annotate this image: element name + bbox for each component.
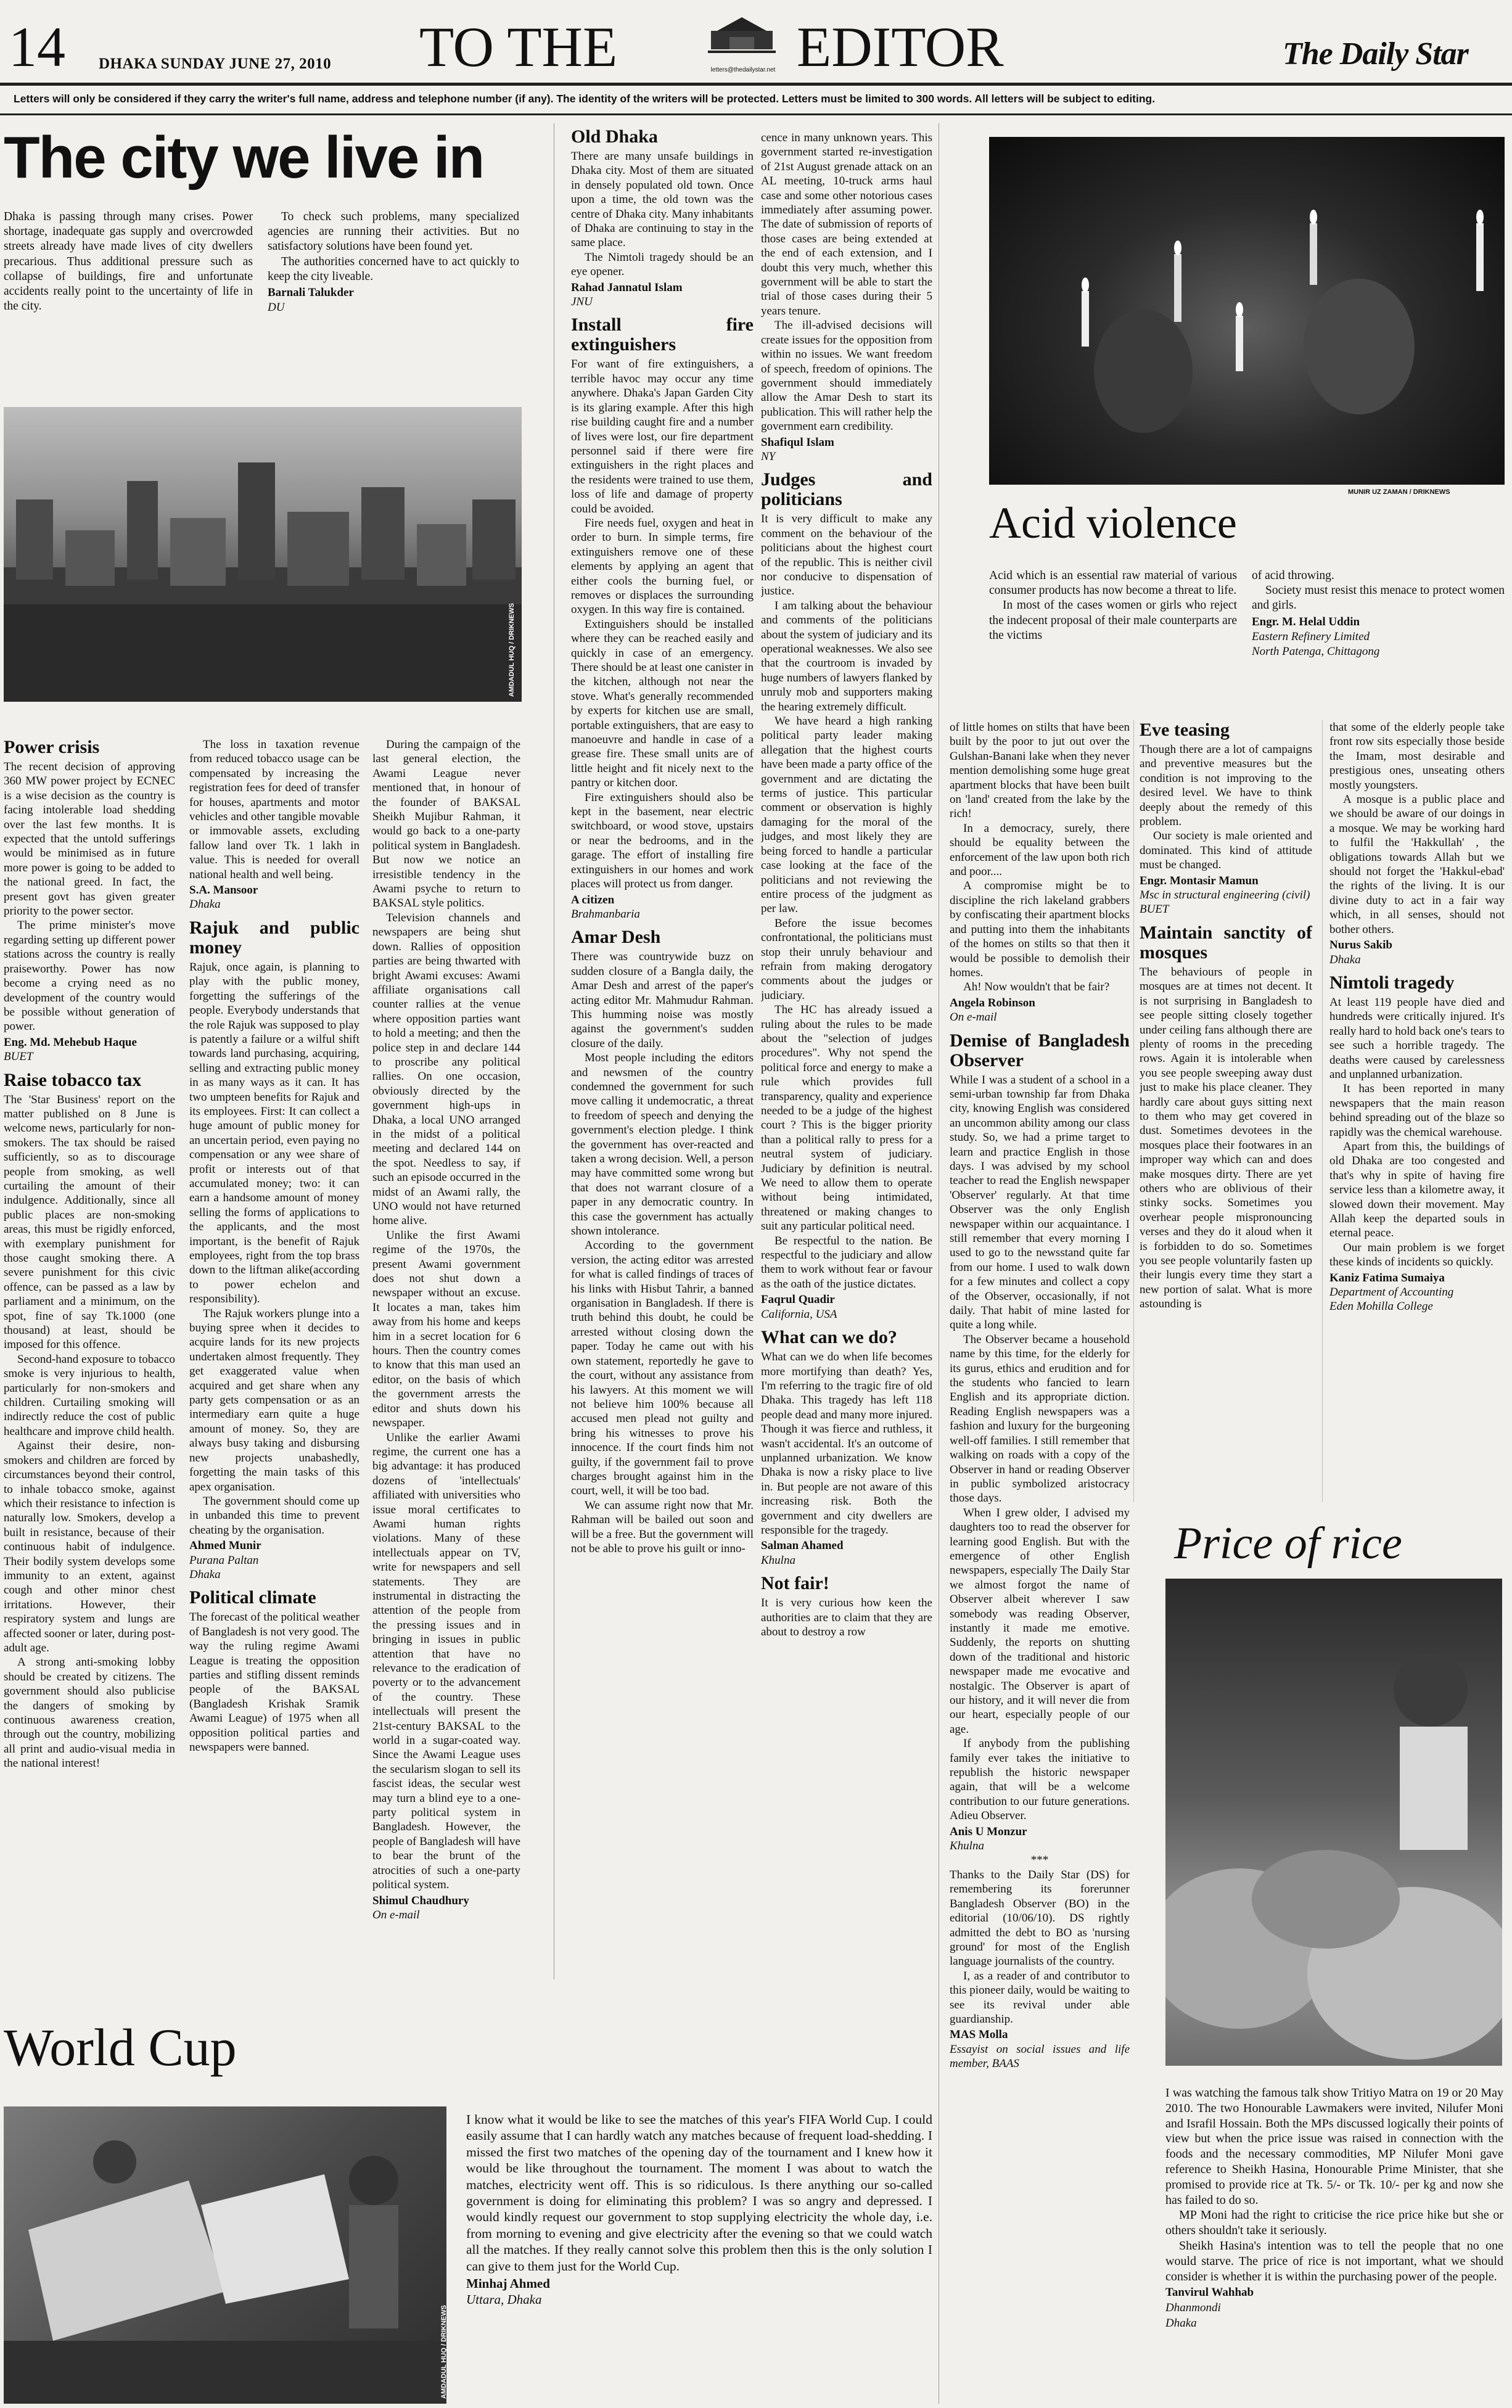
banani-location: On e-mail — [950, 1011, 997, 1024]
fire-location: Brahmanbaria — [571, 907, 640, 921]
rajuk-p2: The Rajuk workers plunge into a buying spree when it decides to acquire lands for its new projects undertaken almost frequently. They get exaggerated value when acquired and get share when any party gets compensation or as an intermediary earn quite a huge amount of money. So, they are always busy taking and disbursing new projects unabashedly, forgetting the main tasks of this apex organisation. — [189, 1307, 360, 1494]
old-dhaka-body: There are many unsafe buildings in Dhaka city. Most of them are situated in densely populated old town. Once upon a time, the old town was the centre of Dhaka city. Many inhabitants of Dhaka are continuing to stay in the same place. — [571, 150, 754, 250]
tobacco-p4: A strong anti-smoking lobby should be created by citizens. The government should also publicise the dangers of smoking by continuous awareness creation, through out the country, mobilizing all print and audio-visual media in the national interest! — [4, 1656, 175, 1770]
fire-p4: Fire extinguishers should also be kept in the basement, near electric switchboard, or wood stove, upstairs or near the bedrooms, and in the garage. The effort of installing fire extinguishers in our homes and work places will protect us from danger. — [571, 791, 754, 891]
observer-p3: When I grew older, I advised my daughters too to read the observer for learning good English. But with the emergence of other English newspapers, especially The Daily Star we almost forgot the name of Observer albeit wherever I saw somebody was reading Observer, instantly it made me emotive. Suddenly, the reports on shutting down of the traditional and historic newspaper made me evocative and nostalgic. The Observer is apart of our history, and it will never die from our heart, especially people of our age. — [950, 1506, 1130, 1736]
acid-body-4: Society must resist this menace to protect women and girls. — [1252, 584, 1505, 612]
old-dhaka-author: Rahad Jannatul Islam — [571, 281, 683, 294]
rice-sacks-icon — [1165, 1579, 1502, 2066]
world-cup-text — [466, 2111, 932, 2402]
tax-cont-author: S.A. Mansoor — [189, 884, 258, 897]
second-column — [189, 738, 360, 1983]
amar-desh-p1: There was countrywide buzz on sudden closure of a Bangla daily, the Amar Desh and arrest of the paper's acting editor Mr. Mahmudur Rahman. This humming noise was mostly against the government's sudden closure of the daily. — [571, 950, 754, 1050]
observer-author: Anis U Monzur — [950, 1825, 1027, 1838]
section-title-left: TO THE — [419, 15, 618, 78]
judges-title: Judges and politicians — [761, 469, 932, 510]
acid-body-2: In most of the cases women or girls who reject the indecent proposal of their male counterparts are the victims — [989, 599, 1237, 642]
observer-p4: If anybody from the publishing family ever takes the initiative to republish the historic newspaper again, that will be a welcome contribution to our future generations. Adieu Observer. — [950, 1737, 1130, 1823]
mosques-p2: that some of the elderly people take front row sits especially those beside the Imam, most desirable and prestigious ones, unseating others mostly youngsters. — [1329, 721, 1505, 792]
page-number: 14 — [9, 15, 65, 78]
amar-desh-location: NY — [761, 450, 776, 463]
mosques-location: Dhaka — [1329, 953, 1361, 966]
rajuk-title: Rajuk and public money — [189, 917, 360, 958]
judges-p5: The HC has already issued a ruling about the rules to be made about the "selection of judges procedures". Why not spend the political force and energy to make a rule which provides full transparency, quality and experience needed to be a judge of the highest court ? This is the bigger priority than a political rally to press for a neutral system of judiciary. Judiciary by definition is neutral. We need to allow them to operate without being intimidated, threatened or making changes to suit any particular political need. — [761, 1003, 932, 1233]
acid-col-1 — [989, 569, 1237, 673]
acid-vigil-photo — [989, 137, 1505, 485]
power-p2: The prime minister's move regarding setting up different power stations across the country is really praiseworthy. Power has now become a crying need as no development of the country would be possible without generation of power. — [4, 919, 175, 1033]
dateline: DHAKA SUNDAY JUNE 27, 2010 — [99, 55, 332, 72]
observer-p1: While I was a student of a school in a semi-urban township far from Dhaka city, knowing English was considered an uncommon ability among our class study. So, we had a prime target to learn and practice English in those days. I was advised by my school teacher to read the English newspaper 'Observer' regularly. At that time Observer was the only English newspaper within our acquaintance. I still remember that every morning I used to go to the newsstand quite far from our home. I used to walk down for a few minutes and collect a copy of the Observer, occasionally, if not daily. That habit of mine lasted for quite a long while. — [950, 1073, 1130, 1332]
power-author: Eng. Md. Mehebub Haque — [4, 1035, 137, 1049]
sixth-column — [950, 720, 1130, 2398]
observer-author-2: MAS Molla — [950, 2028, 1008, 2042]
rajuk-p3: The government should come up in unbanded this time to prevent cheating by the organisation. — [189, 1494, 360, 1537]
political-p5: Unlike the earlier Awami regime, the current one has a big advantage: it has produced dozens of 'intellectuals' affiliated with universities who issue moral certificates to Awami human rights violations. Many of these intellectuals appear on TV, write for newspapers and sell statements. They are instrumental in distracting the attention of the people from the pressing issues and in bringing in issues in public attention that have no relevance to the eradication of poverty or to the advancement of the country. These intellectuals will present the 21st-century BAKSAL to the world in a sugar-coated way. Since the Awami League uses the secularism slogan to sell its fascist ideas, the secular west may turn a blind eye to a one-party political system in Bangladesh. However, the people of Bangladesh will have to bear the brunt of the atrocities of such a one-party political system. — [372, 1431, 520, 1892]
acid-author: Engr. M. Helal Uddin — [1252, 615, 1360, 628]
old-dhaka-location: JNU — [571, 295, 593, 309]
fire-author: A citizen — [571, 893, 615, 906]
world-cup-headline: World Cup — [4, 2018, 237, 2077]
masthead-emblem — [696, 12, 788, 68]
rice-vendor-photo — [1165, 1579, 1502, 2066]
city-location: DU — [268, 301, 285, 314]
acid-location: North Patenga, Chittagong — [1252, 645, 1380, 659]
rice-text — [1165, 2085, 1503, 2400]
observer-stars: *** — [1030, 1854, 1049, 1867]
eighth-column — [1329, 720, 1505, 1502]
emblem-icon — [696, 12, 788, 68]
power-title: Power crisis — [4, 738, 100, 757]
tobacco-p1: The 'Star Business' report on the matter published on 8 June is welcome news, particularly for non-smokers. The tax should be raised sufficiently, so as to discourage people from smoking, as well curtailing the amount of their indulgence. Additionally, since all public places are non-smoking areas, this must be rigidly enforced, with exemplary punishment for those caught smoking there. A severe punishment for this civic offence, can be passed as a law by parliament and a minimum, on the spot, fine of say Tk.1000 (one thousand) at least, should be imposed for this offence. — [4, 1093, 175, 1352]
paper-name: The Daily Star — [1283, 36, 1468, 72]
what-can-we-do-location: Khulna — [761, 1553, 795, 1567]
judges-author: Faqrul Quadir — [761, 1293, 835, 1307]
observer-p6: I, as a reader of and contributor to this pioneer daily, would be waiting to see its revival under able guardianship. — [950, 1969, 1130, 2026]
rice-location: Dhaka — [1165, 2316, 1197, 2330]
political-p2: During the campaign of the last general election, the Awami League never mentioned that, in honour of the founder of BAKSAL Sheikh Mujibur Rahman, it would go back to a one-party political system in Bangladesh. But now we notice an irresistible tendency in the Awami psyche to return to BAKSAL style politics. — [372, 738, 520, 910]
mosques-author: Nurus Sakib — [1329, 939, 1392, 952]
judges-p3: We have heard a high ranking political party leader making allegation that the highest courts have been made a party office of the government and are dictating the terms of justice. This particular comment or observation is highly damaging for the moral of the judges, and most likely they are being forced to handle a particular case looking at the face of the politicians and not reviewing the entire process of the judgment as per law. — [761, 715, 932, 916]
rice-p1: I was watching the famous talk show Tritiyo Matra on 19 or 20 May 2010. The two Honourable Lawmakers were invited, Nilufer Moni and Israfil Hossain. Both the MPs discussed logically their points of view but when the price issue was raised in connection with the foods and the necessary commodities, MP Nilufer Moni gave reference to Sheikh Hasina, Honourable Prime Minister, that she promised to provide rice at Tk. 5/- or Tk. 10/- per kg and now she has failed to do so. — [1165, 2086, 1503, 2207]
city-headline: The city we live in — [4, 125, 484, 191]
letters-notice: Letters will only be considered if they carry the writer's full name, address and telephone number (if any). The identity of the writers will be protected. Letters must be limited to 300 words. All letters will be subject to editing. — [14, 92, 1156, 105]
judges-p2: I am talking about the behaviour and comments of the politicians about the system of judiciary and its operational weaknesses. We also see that the courtroom is invaded by huge numbers of lawyers flanked by unruly mob and supporters making the hearing extremely difficult. — [761, 599, 932, 713]
amar-desh-p4: We can assume right now that Mr. Rahman will be bailed out soon and will be a free. But the government will not be able to prove his guilt or inno- — [571, 1498, 754, 1555]
third-column — [372, 738, 520, 1983]
city-skyline-photo — [4, 407, 522, 702]
seventh-column — [1140, 720, 1312, 1502]
amar-desh-title: Amar Desh — [571, 927, 661, 948]
nimtoli-p3: Apart from this, the buildings of old Dhaka are too congested and that's why in spite of having fire service less than a kilometre away, it slowed down their movement. May Allah keep the departed souls in eternal peace. — [1329, 1140, 1505, 1240]
banani-p2: In a democracy, surely, there should be equality between the enforcement of the law upon both rich and poor.... — [950, 821, 1130, 879]
fire-p2: Fire needs fuel, oxygen and heat in order to burn. In simple terms, fire extinguishers remove one of these elements by applying an agent that either cools the burning fuel, or removes or displaces the surrounding oxygen. In this way fire is contained. — [571, 516, 754, 617]
observer-p2: The Observer became a household name by this time, for the elderly for its gurus, ethics and erudition and for the students who fancied to learn English and its appropriate diction. Reading English newspapers was a fashion and luxury for the burgeoning well-off families. I still remember that walking on roads with a copy of the Observer in hand or reading Observer in public symbolized aristocracy those days. — [950, 1333, 1130, 1505]
world-cup-author: Minhaj Ahmed — [466, 2276, 550, 2291]
city-photo-credit: AMDADUL HUQ / DRIKNEWS — [508, 603, 516, 697]
nimtoli-p4: Our main problem is we forget these kinds of incidents so quickly. — [1329, 1241, 1505, 1269]
political-p1: The forecast of the political weather of Bangladesh is not very good. The way the ruling regime Awami League is treating the opposition parties and stifling dissent reminds people of the BAKSAL (Bangladesh Krishak Sramik Awami League) of 1975 when all opposition political parties and newspapers were banned. — [189, 1611, 360, 1754]
fire-p3: Extinguishers should be installed where they can be reached easily and quickly in case of an emergency. There should be at least one canister in the kitchen, although not near the stove. What's generally recommended by experts for kitchen use are small, portable extinguishers, that are easy to manoeuvre and handle in case of a grease fire. These small units are of little height and fit nicely next to the pantry or kitchen door. — [571, 617, 754, 790]
rajuk-author: Ahmed Munir — [189, 1539, 261, 1553]
judges-p4: Before the issue becomes confrontational, the politicians must stop their unruly behaviour and refrain from making derogatory comments about the judges or judiciary. — [761, 916, 932, 1002]
city-body-1: Dhaka is passing through many crises. Power shortage, inadequate gas supply and overcrowded streets already have made lives of city dwellers precarious. Thus additional pressure such as collapse of buildings, fire and unfortunate accidents really point to the uncertainty of life in the city. — [4, 210, 253, 313]
city-col-1 — [4, 210, 253, 342]
city-author: Barnali Talukder — [268, 286, 354, 300]
eve-teasing-p1: Though there are a lot of campaigns and preventive measures but the condition is not improving to the desired level. We have to think deeply about the remedy of this problem. — [1140, 743, 1312, 829]
rajuk-p1: Rajuk, once again, is planning to play with the public money, forgetting the sufferings of the people. Everybody understands that the role Rajuk was supposed to play is patently a failure or a wilful shift towards land purchasing, acquiring, selling and extracting public money in as many ways as it can. It has two umpteen benefits for Rajuk and its employees. First: It can collect a huge amount of public money for an uncertain period, even paying no compensation or any wee share of profit or interests out of that accumulated money; two: it can earn a handsome amount of money selling the forms of applications to the applicants, and the most important, is the benefit of Rajuk employees, right from the top brass down to the liftman alike(according to power echelon and responsibility). — [189, 960, 360, 1306]
power-p1: The recent decision of approving 360 MW power project by ECNEC is a wise decision as the country is facing intolerable load shedding over the last few months. It is expected that the untold sufferings would be minimised as in future more power is going to be added to the national greed. In fact, the present govt has given greater priority to the power sector. — [4, 760, 175, 918]
rice-affil: Dhanmondi — [1165, 2301, 1221, 2315]
eve-teasing-p2: Our society is male oriented and dominated. This kind of attitude must be changed. — [1140, 829, 1312, 872]
candles-icon — [989, 137, 1505, 485]
eve-teasing-author: Engr. Montasir Mamun — [1140, 874, 1259, 887]
nimtoli-p1: At least 119 people have died and hundreds were critically injured. It's really hard to hold back one's tears to see such a horrible tragedy. The deaths were caused by carelessness and unplanned urbanization. — [1329, 995, 1505, 1081]
city-body-2: To check such problems, many specialized agencies are running their activities. But no satisfactory solutions have been found yet. — [268, 210, 519, 253]
rice-p2: MP Moni had the right to criticise the rice price hike but she or others shouldn't take it seriously. — [1165, 2208, 1503, 2238]
what-can-we-do-author: Salman Ahamed — [761, 1539, 844, 1553]
banani-p4: Ah! Now wouldn't that be fair? — [963, 980, 1110, 994]
what-can-we-do-title: What can we do? — [761, 1327, 897, 1348]
acid-affil: Eastern Refinery Limited — [1252, 630, 1370, 643]
political-title: Political climate — [189, 1587, 316, 1608]
political-author: Shimul Chaudhury — [372, 1894, 469, 1907]
nimtoli-title: Nimtoli tragedy — [1329, 972, 1455, 993]
acid-photo-credit: MUNIR UZ ZAMAN / DRIKNEWS — [1348, 488, 1450, 496]
acid-col-2 — [1252, 569, 1505, 673]
judges-p1: It is very difficult to make any comment on the behaviour of the politicians about the highest court of the republic. This is neither civil nor conducive to dispensation of justice. — [761, 512, 932, 598]
fire-p1: For want of fire extinguishers, a terrible havoc may occur any time anywhere. Dhaka's Japan Garden City is its glaring example. After this high rise building caught fire and a number of lives were lost, our fire department personnel said if there were fire extinguishers in the right places and the residents were trained to use them, loss of life and damage of property could be avoided. — [571, 358, 754, 516]
eve-teasing-title: Eve teasing — [1140, 720, 1230, 740]
political-p3: Television channels and newspapers are being shut down. Rallies of opposition parties are being thwarted with bright Awami excuses: Awami affiliate organisations call counter rallies at the venue where opposition parties want to hold a meeting; and then the police step in and declare 144 to proscribe any political rallies. On one occasion, obviously directed by the government high-ups in Dhaka, a local UNO arranged in the midst of a political meeting and declared 144 on the spot. Needless to say, if such an episode occurred in the midst of an Awami rally, the UNO would not have returned home alive. — [372, 911, 520, 1228]
tobacco-title: Raise tobacco tax — [4, 1069, 142, 1090]
nimtoli-author: Kaniz Fatima Sumaiya — [1329, 1271, 1445, 1284]
market-stall-icon — [4, 2106, 446, 2404]
nimtoli-affil: Department of Accounting — [1329, 1286, 1454, 1299]
mosques-p3: A mosque is a public place and we should be aware of our doings in a mosque. We may be working hard to fulfil the 'Hakkullah' , the obligations towards Allah but we should not forget the 'Hakkul-ebad' the rights of the living. It is our divine duty to act in a fair way which, in all senses, should not bother others. — [1329, 793, 1505, 936]
tobacco-p2: Second-hand exposure to tobacco smoke is very injurious to health, particularly for non-smokers and children. Curtailing smoking will indirectly reduce the cost of public healthcare and improve child health. — [4, 1352, 175, 1438]
observer-title: Demise of Bangladesh Observer — [950, 1030, 1130, 1070]
tax-cont-location: Dhaka — [189, 898, 221, 911]
fifth-column — [761, 131, 932, 1983]
judges-location: California, USA — [761, 1307, 837, 1321]
eve-teasing-location: BUET — [1140, 903, 1169, 916]
fourth-column — [571, 127, 754, 1983]
eve-teasing-affil: Msc in structural engineering (civil) — [1140, 889, 1310, 902]
what-can-we-do-body: What can we do when life becomes more mortifying than death? Yes, I'm referring to the tragic fire of old Dhaka. This tragedy has left 118 people dead and many more injured. Though it was fierce and ruthless, it wasn't accidental. It's an outcome of unplanned urbanization. We know Dhaka is now a risky place to live in. But people are not aware of this increasing risk. Both the government and city dwellers are responsible for the tragedy. — [761, 1350, 932, 1537]
nimtoli-p2: It has been reported in many newspapers that the main reason behind spreading out of the blaze so rapidly was the chemical warehouse. — [1329, 1082, 1505, 1139]
political-p4: Unlike the first Awami regime of the 1970s, the present Awami government does not shut down a newspaper without an excuse. It locates a man, takes him away from his home and keeps him in a secret location for 6 hours. Then the country comes to know that this man used an editor, on the basis of which the government arrests the editor and shuts down his newspaper. — [372, 1228, 520, 1430]
amar-desh-cont-p2: The ill-advised decisions will create issues for the opposition from within no issues. We want freedom of speech, freedom of opinions. The government should immediately allow the Amar Desh to start its publication. This will rather help the government earn credibility. — [761, 319, 932, 434]
power-location: BUET — [4, 1050, 33, 1064]
rice-p3: Sheikh Hasina's intention was to tell the people that no one would starve. The price of rice is not important, what we should consider is whether it is within the purchasing power of the people. — [1165, 2238, 1503, 2283]
city-body-3: The authorities concerned have to act quickly to keep the city liveable. — [268, 255, 519, 283]
skyline-icon — [4, 407, 522, 702]
banani-author: Angela Robinson — [950, 996, 1035, 1009]
not-fair-body: It is very curious how keen the authorities are to claim that they are about to destroy a row — [761, 1596, 932, 1638]
rice-headline: Price of rice — [1174, 1518, 1402, 1569]
observer-p5: Thanks to the Daily Star (DS) for remembering its forerunner Bangladesh Observer (BO) in the editorial (10/06/10). DS rightly admitted the debt to BO as 'nursing ground' for most of the English language journalists of the country. — [950, 1868, 1130, 1968]
acid-body-3: of acid throwing. — [1252, 569, 1334, 582]
rajuk-affil: Purana Paltan — [189, 1553, 259, 1567]
observer-location-2: Essayist on social issues and life member, BAAS — [950, 2042, 1130, 2071]
tax-cont-p1: The loss in taxation revenue from reduced tobacco usage can be compensated by increasing the registration fees for deed of transfer for houses, apartments and motor vehicles and other tangible movable or immovable assets, excluding fallow land over Tk. 1 lakh in value. This is needed for overall national health and well being. — [189, 738, 360, 881]
city-col-2 — [268, 210, 519, 342]
amar-desh-author: Shafiqul Islam — [761, 435, 834, 449]
amar-desh-p2: Most people including the editors and newsmen of the country condemned the government for such move calling it undemocratic, a threat to freedom of speech and denying the government's election pledge. I think the government has over-reacted and taken a wrong decision. Well, a person may have committed some wrong but that does not warrant closure of a paper in any democratic country. In this case the government has actually shown intolerance. — [571, 1051, 754, 1238]
judges-p6: Be respectful to the nation. Be respectful to the judiciary and allow them to work without fear or favour as the oath of the justice dictates. — [761, 1234, 932, 1291]
left-column — [4, 738, 175, 1983]
world-cup-photo-credit: AMDADUL HUQ / DRIKNEWS — [440, 2305, 448, 2399]
nimtoli-location: Eden Mohilla College — [1329, 1300, 1433, 1313]
fire-title: Install fire extinguishers — [571, 314, 754, 355]
old-dhaka-title: Old Dhaka — [571, 127, 658, 147]
rajuk-location: Dhaka — [189, 1568, 221, 1581]
observer-location: Khulna — [950, 1839, 984, 1853]
mosques-title: Maintain sanctity of mosques — [1140, 922, 1312, 963]
tobacco-p3: Against their desire, non-smokers and children are forced by circumstances beyond their control, to inhale tobacco smoke, against which their resistance to infection is naturally low. Smokers, develop a built in resistance, because of their continuous habit of indulgence. Their bodily system develops some immunity to an extent, against cough and other minor chest irritations. However, their respiratory system and lungs are affected sooner or later, during post-adult age. — [4, 1439, 175, 1654]
banani-p3: A compromise might be to discipline the rich lakeland grabbers by confiscating their apartment blocks and putting into them the inhabitants of the homes on stilts so that then it would be possible to demolish their homes. — [950, 879, 1130, 979]
amar-desh-cont-p1: cence in many unknown years. This government started re-investigation of 21st August grenade attack on an AL meeting, 10-truck arms haul case and some other notorious cases immediately after assuming power. The date of submission of reports of those cases are being extended at the end of each extension, and I doubt this very much, whether this government will be able to start the trial of those cases during their 5 years tenure. — [761, 131, 932, 318]
mosques-p1: The behaviours of people in mosques are at times not decent. It is not surprising in Bangladesh to see people sitting closely together under ceiling fans although there are plenty of rooms in the preceding rows. Again it is intolerable when you see people sweeping away dust just to make his place cleaner. They hardly care about guys sitting next to them who may get covered in dust. Sometimes devotees in the mosques place their footwares in an improper way which can and does make mosques dirty. There are yet others who are oblivious of their stinky socks. Sometimes you overhear people mispronouncing verses and they do it aloud when it is forbidden to do so. Sometimes you see people voluntarily fasten up their lungis every time they start a new portion of salat. What is more astounding is — [1140, 965, 1312, 1311]
banani-p1: of little homes on stilts that have been built by the poor to jut out over the Gulshan-Banani lake when they never mention demolishing some huge great apartment blocks that have been built on 'land' created from the lake by the rich! — [950, 721, 1130, 821]
world-cup-location: Uttara, Dhaka — [466, 2292, 542, 2307]
world-cup-body: I know what it would be like to see the matches of this year's FIFA World Cup. I could easily assume that I can hardly watch any matches because of frequent load-shedding. I missed the first two matches of the opening day of the tournament and I knew how it would be like throughout the tournament. The moment I was about to watch the matches, electricity went off. This is so ridiculous. Is there anything our so-called government is doing for eliminating this problem? I was so angry and depressed. I would kindly request our government to stop supplying electricity the whole day, i.e. from morning to evening and give electricity after the evening so that we could watch all the matches. If they really cannot solve this problem then this is the only solution I can give to them just for the World Cup. — [466, 2112, 932, 2274]
amar-desh-p3: According to the government version, the acting editor was arrested for what is called findings of traces of his links with Hisbut Tahrir, a banned organisation in Bangladesh. If there is truth behind this doubt, he could be arrested without closing down the paper. Today he came out with his own statement, reportedly he gave to the court, without any assistance from his lawyers. At this moment we will not believe him 100% because all accused men plead not guilty and bring his witnesses to prove his innocence. If the court finds him not guilty, if the government fail to prove charges brought against him in the court, well, it will be too bad. — [571, 1239, 754, 1498]
old-dhaka-body-2: The Nimtoli tragedy should be an eye opener. — [571, 250, 754, 279]
acid-headline: Acid violence — [989, 498, 1237, 548]
political-location: On e-mail — [372, 1908, 420, 1921]
rice-author: Tanvirul Wahhab — [1165, 2286, 1254, 2299]
not-fair-title: Not fair! — [761, 1573, 829, 1594]
editor-email[interactable]: letters@thedailystar.net — [710, 67, 776, 73]
world-cup-market-photo — [4, 2106, 446, 2404]
section-title-right: EDITOR — [797, 15, 1004, 78]
acid-body-1: Acid which is an essential raw material of various consumer products has now become a threat to life. — [989, 569, 1237, 598]
